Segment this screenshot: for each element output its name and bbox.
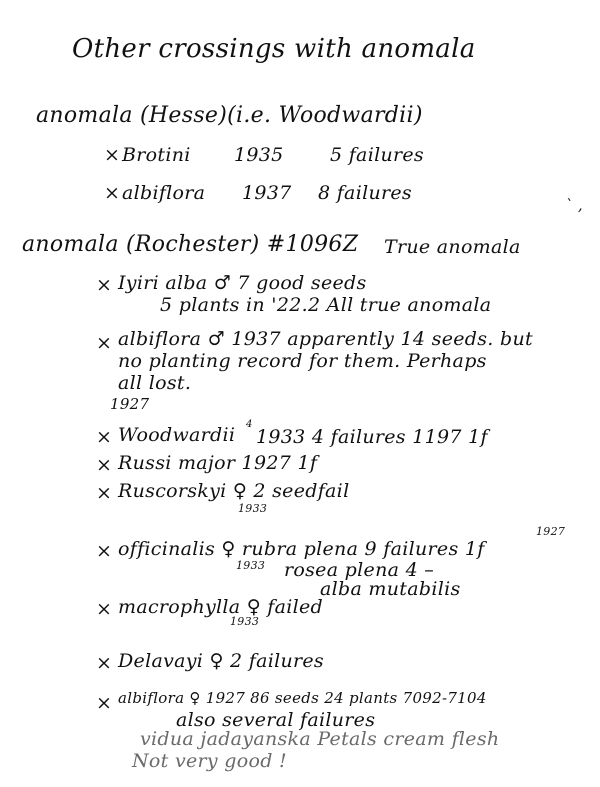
year-subscript: 1933 bbox=[238, 502, 268, 515]
cross-mark: × bbox=[104, 144, 121, 166]
cross-mark: × bbox=[96, 426, 113, 448]
year-note: 1927 bbox=[110, 395, 150, 413]
entry-line: also several failures bbox=[176, 709, 376, 731]
cross-mark: × bbox=[96, 692, 113, 714]
entry-year: 1937 bbox=[242, 182, 292, 204]
cross-mark: × bbox=[96, 540, 113, 562]
page-title: Other crossings with anomala bbox=[72, 34, 476, 64]
stray-mark: ` , bbox=[565, 196, 583, 214]
year-subscript: 1933 bbox=[236, 559, 266, 572]
cross-mark: × bbox=[96, 332, 113, 354]
section1-heading: anomala (Hesse)(i.e. Woodwardii) bbox=[36, 103, 423, 128]
entry-line: Woodwardii bbox=[118, 424, 236, 446]
faint-note: vidua jadayanska Petals cream flesh bbox=[140, 728, 500, 750]
entry-line: 1933 4 failures 1197 1f bbox=[256, 426, 488, 448]
entry-name: Brotini bbox=[122, 144, 191, 166]
cross-mark: × bbox=[96, 454, 113, 476]
superscript-note: 4 bbox=[246, 419, 253, 430]
entry-result: 8 failures bbox=[318, 182, 412, 204]
section2-heading-note: True anomala bbox=[384, 236, 521, 258]
entry-line: alba mutabilis bbox=[320, 578, 461, 600]
year-note: 1927 bbox=[536, 525, 566, 538]
faint-note: Not very good ! bbox=[132, 750, 287, 772]
entry-line: no planting record for them. Perhaps bbox=[118, 350, 487, 372]
entry-line: all lost. bbox=[118, 372, 192, 394]
entry-year: 1935 bbox=[234, 144, 284, 166]
entry-line: albiflora ♀ 1927 86 seeds 24 plants 7092-7104 bbox=[118, 689, 487, 707]
entry-line: albiflora ♂ 1937 apparently 14 seeds. but bbox=[118, 328, 533, 350]
year-subscript: 1933 bbox=[230, 615, 260, 628]
section2-heading: anomala (Rochester) #1096Z bbox=[22, 232, 359, 257]
cross-mark: × bbox=[96, 598, 113, 620]
entry-line: 5 plants in '22.2 All true anomala bbox=[160, 294, 492, 316]
entry-result: 5 failures bbox=[330, 144, 424, 166]
entry-line: officinalis ♀ rubra plena 9 failures 1f bbox=[118, 538, 485, 560]
entry-line: Russi major 1927 1f bbox=[118, 452, 318, 474]
entry-line: Delavayi ♀ 2 failures bbox=[118, 650, 324, 672]
entry-line: Ruscorskyi ♀ 2 seedfail bbox=[118, 480, 350, 502]
cross-mark: × bbox=[104, 182, 121, 204]
entry-line: Iyiri alba ♂ 7 good seeds bbox=[118, 272, 367, 294]
entry-name: albiflora bbox=[122, 182, 206, 204]
entry-line: macrophylla ♀ failed bbox=[118, 596, 324, 618]
cross-mark: × bbox=[96, 482, 113, 504]
cross-mark: × bbox=[96, 652, 113, 674]
entry-line: rosea plena 4 – bbox=[284, 559, 435, 581]
cross-mark: × bbox=[96, 274, 113, 296]
